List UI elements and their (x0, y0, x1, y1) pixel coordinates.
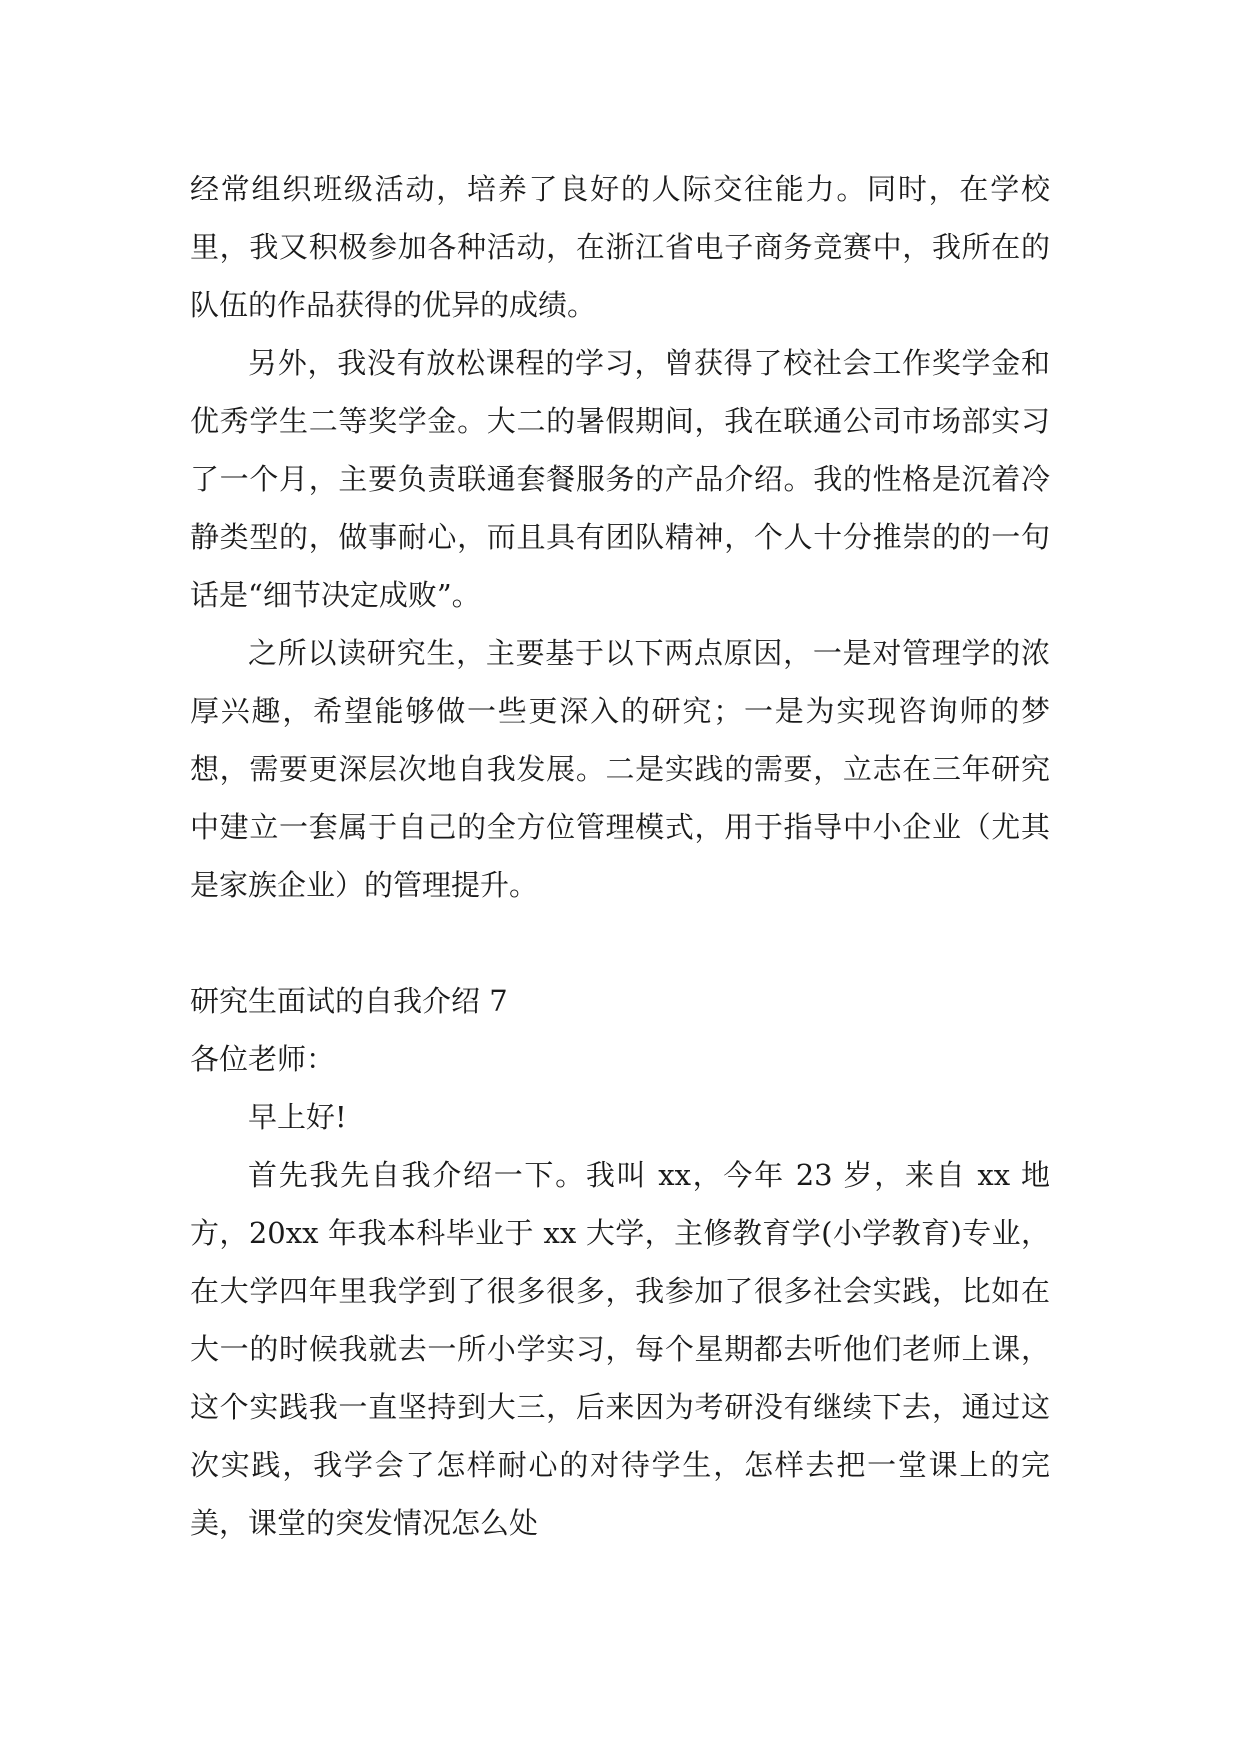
paragraph-studies: 另外，我没有放松课程的学习，曾获得了校社会工作奖学金和优秀学生二等奖学金。大二的暑假期间，我在联通公司市场部实习了一个月，主要负责联通套餐服务的产品介绍。我的性格是沉着冷静类型的，做事耐心，而且具有团队精神，个人十分推崇的的一句话是“细节决定成败”。 (190, 346, 1050, 612)
paragraph-motivation: 之所以读研究生，主要基于以下两点原因，一是对管理学的浓厚兴趣，希望能够做一些更深入的研究；一是为实现咨询师的梦想，需要更深层次地自我发展。二是实践的需要，立志在三年研究中建立一套属于自己的全方位管理模式，用于指导中小企业（尤其是家族企业）的管理提升。 (190, 636, 1050, 902)
section-spacer (190, 914, 1050, 972)
salutation: 各位老师： (190, 1042, 336, 1076)
section-title: 研究生面试的自我介绍 7 (190, 984, 508, 1018)
paragraph-introduction: 首先我先自我介绍一下。我叫 xx，今年 23 岁，来自 xx 地方，20xx 年我本科毕业于 xx 大学，主修教育学(小学教育)专业，在大学四年里我学到了很多很多，我参加了很多社会实践，比如在大一的时候我就去一所小学实习，每个星期都去听他们老师上课，这个实践我一直坚持到大三，后来因为考研没有继续下去，通过这次实践，我学会了怎样耐心的对待学生，怎样去把一堂课上的完美，课堂的突发情况怎么处 (190, 1158, 1050, 1540)
greeting: 早上好! (248, 1100, 347, 1134)
document-body (190, 160, 1050, 1552)
paragraph-activities: 经常组织班级活动，培养了良好的人际交往能力。同时，在学校里，我又积极参加各种活动，在浙江省电子商务竞赛中，我所在的队伍的作品获得的优异的成绩。 (190, 172, 1050, 322)
